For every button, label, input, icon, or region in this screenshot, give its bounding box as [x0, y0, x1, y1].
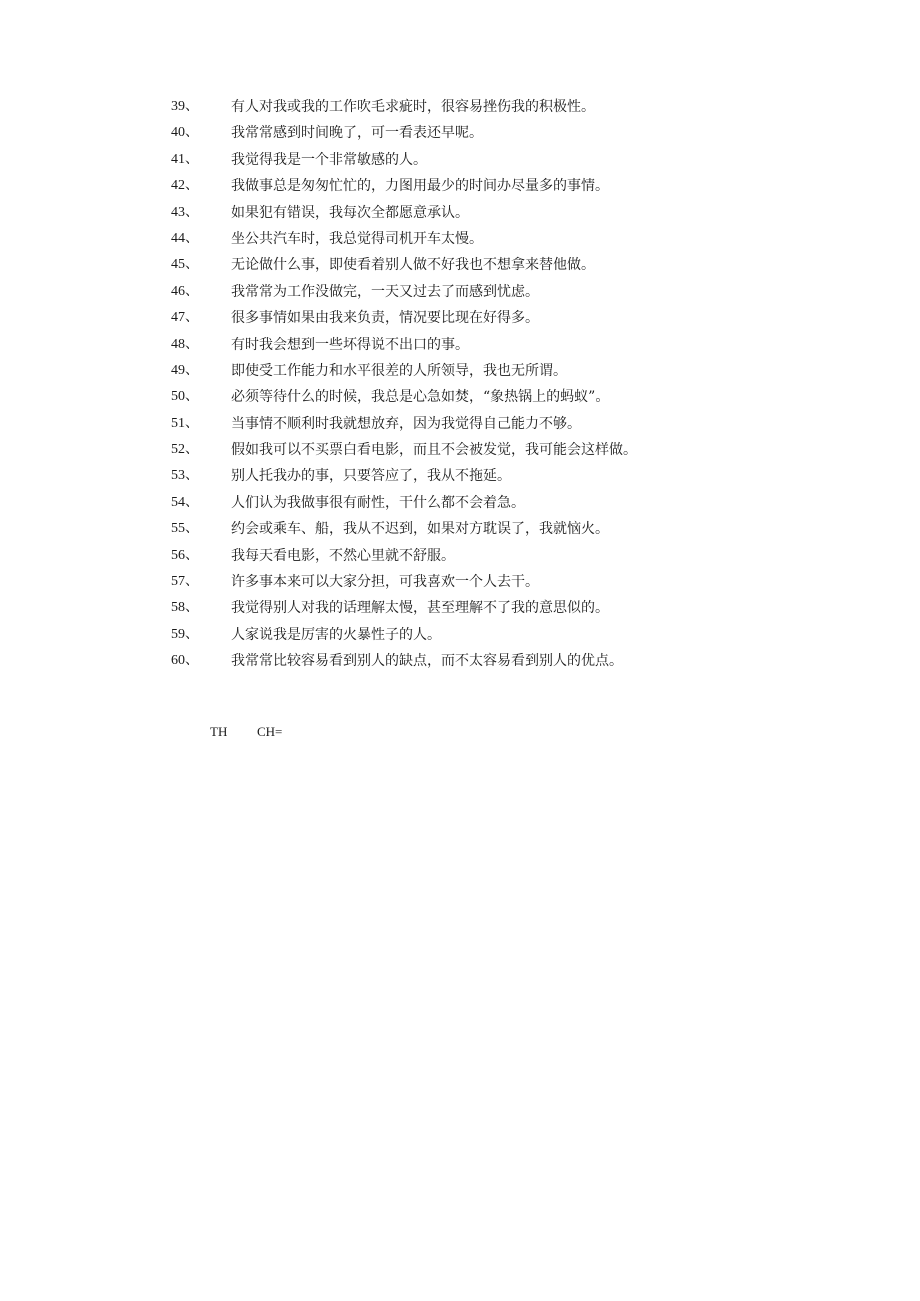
list-item	[171, 200, 791, 226]
item-number: 49、	[171, 362, 199, 378]
item-number: 50、	[171, 389, 199, 405]
item-text: 人家说我是厉害的火暴性子的人。	[231, 626, 441, 643]
item-number: 47、	[171, 310, 199, 326]
item-text: 即使受工作能力和水平很差的人所领导，我也无所谓。	[231, 362, 567, 379]
ch-score-label: CH=	[257, 724, 283, 739]
item-text: 约会或乘车、船，我从不迟到，如果对方耽误了，我就恼火。	[231, 521, 609, 538]
list-item	[171, 279, 791, 305]
item-number: 52、	[171, 442, 199, 458]
list-item	[171, 358, 791, 384]
list-item	[171, 569, 791, 595]
list-item	[171, 437, 791, 463]
item-number: 42、	[171, 178, 199, 194]
item-text: 我每天看电影，不然心里就不舒服。	[231, 547, 455, 564]
item-number: 40、	[171, 125, 199, 141]
list-item	[171, 463, 791, 489]
list-item	[171, 305, 791, 331]
item-text: 有时我会想到一些坏得说不出口的事。	[231, 336, 469, 353]
item-number: 39、	[171, 99, 199, 114]
score-footer	[210, 724, 282, 740]
item-number: 43、	[171, 204, 199, 220]
list-item	[171, 173, 791, 199]
item-number: 45、	[171, 257, 199, 273]
item-text: 如果犯有错误，我每次全都愿意承认。	[231, 204, 469, 221]
list-item	[171, 595, 791, 621]
list-item	[171, 94, 791, 120]
item-number: 48、	[171, 336, 199, 352]
list-item	[171, 147, 791, 173]
list-item	[171, 543, 791, 569]
list-item	[171, 411, 791, 437]
item-text: 假如我可以不买票白看电影，而且不会被发觉，我可能会这样做。	[231, 442, 637, 459]
item-number: 53、	[171, 468, 199, 484]
list-item	[171, 622, 791, 648]
item-text: 我常常为工作没做完，一天又过去了而感到忧虑。	[231, 283, 539, 300]
item-text: 我常常比较容易看到别人的缺点，而不太容易看到别人的优点。	[231, 653, 623, 670]
item-number: 55、	[171, 521, 199, 537]
item-number: 44、	[171, 230, 199, 246]
item-number: 51、	[171, 415, 199, 431]
item-text: 坐公共汽车时，我总觉得司机开车太慢。	[231, 230, 483, 247]
item-text: 人们认为我做事很有耐性，干什么都不会着急。	[231, 494, 525, 511]
item-number: 54、	[171, 494, 199, 510]
list-item	[171, 384, 791, 410]
item-text: 我觉得我是一个非常敏感的人。	[231, 151, 427, 168]
list-item	[171, 332, 791, 358]
item-text: 我觉得别人对我的话理解太慢，甚至理解不了我的意思似的。	[231, 600, 609, 617]
item-text: 我常常感到时间晚了，可一看表还早呢。	[231, 125, 483, 142]
list-item	[171, 648, 791, 674]
item-number: 41、	[171, 151, 199, 167]
item-text: 很多事情如果由我来负责，情况要比现在好得多。	[231, 310, 539, 327]
item-text: 必须等待什么的时候，我总是心急如焚，“象热锅上的蚂蚁”。	[231, 389, 610, 406]
item-number: 46、	[171, 283, 199, 299]
th-score-label: TH	[210, 724, 228, 739]
item-text: 当事情不顺利时我就想放弃，因为我觉得自己能力不够。	[231, 415, 581, 432]
list-item	[171, 516, 791, 542]
item-text: 有人对我或我的工作吹毛求疵时，很容易挫伤我的积极性。	[231, 99, 595, 115]
item-text: 无论做什么事，即使看着别人做不好我也不想拿来替他做。	[231, 257, 595, 274]
item-text: 别人托我办的事，只要答应了，我从不拖延。	[231, 468, 511, 485]
item-text: 许多事本来可以大家分担，可我喜欢一个人去干。	[231, 574, 539, 591]
item-number: 57、	[171, 574, 199, 590]
questionnaire-list	[171, 94, 791, 675]
item-number: 56、	[171, 547, 199, 563]
item-number: 60、	[171, 653, 199, 669]
item-number: 58、	[171, 600, 199, 616]
item-number: 59、	[171, 626, 199, 642]
list-item	[171, 252, 791, 278]
list-item	[171, 490, 791, 516]
list-item	[171, 120, 791, 146]
list-item	[171, 226, 791, 252]
item-text: 我做事总是匆匆忙忙的，力图用最少的时间办尽量多的事情。	[231, 178, 609, 195]
